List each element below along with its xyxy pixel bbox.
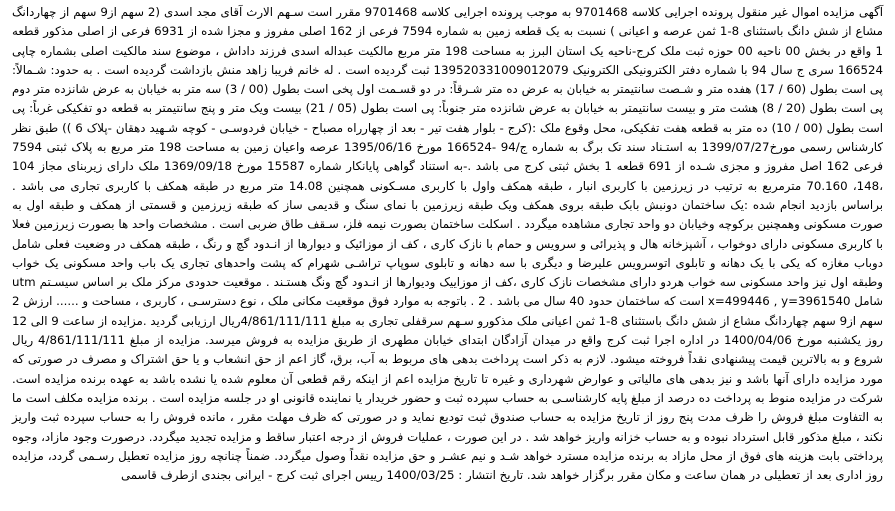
auction-notice-text: آگهی مزایده اموال غیر منقول پرونده اجرایی کلاسه 9701468 به موجب پرونده اجرایی کلاسه 9701468 مقرر است سـهم الارث آقای مجد اسدی (2 سهم از9 سهم از چهاردانگ مشاع از شش دانگ باستثنای 8-1 ثمن عرصه و اعیانی ) نسبت به یک قطعه زمین به شماره 7594 فرعی از 162 اصلی مفروز و مجزا شده از 6931 فرعی از اصلی مذکور قطعه 1 واقع در بخش 00 ناحیه 00 حوزه ثبت ملک کرج-ناحیه یک استان البرز به مساحت 198 متر مربع مالکیت عبداله اسدی فرزند داداش ، موضوع سند مالکیت اصلی بشماره چاپی 166524 سری ج سال 94 با شماره دفتر الکترونیکی الکترونیک 139520331009012079 ثبت گردیده است . له خانم فریبا زاهد منش بازداشت گردیده است . به حدود: شـمالاً: پی است بطول (60 / 17) هفده متر و شـصت سانتیمتر به خیابان به عرض ده متر شـرقاً: در دو قسـمت اول پخی است بطول (00 / 3) سه متر به خیابان به عرض شانزده متر دوم پی است بطول (20 / 8) هشت متر و بیست سانتیمتر به خیابان به عرض شانزده متر جنوباً: پی است بطول (05 / 21) بیست ویک متر و پنج سانتیمتر به قطعه دو تفکیکی غرباً: پی است بطول (00 / 10) ده متر به قطعه هفت تفکیکی، محل وقوع ملک :(کرج - بلوار هفت تیر - بعد از چهارراه مصباح - خیابان فردوسـی - کوچه شـهید دهقان -پلاک 6 )) طبق نظر کارشناس رسمی مورخ1399/07/27 به استـناد سند تک برگ به شماره ج/94 -166524 مورخ 1395/06/16 عرصه واعیان زمین به مساحت 198 متر مربع به پلاک ثبتی 7594 فرعی 162 اصل مفروز و مجزی شـده از 691 قطعه 1 بخش ثبتی کرج می باشد .-به استناد گواهی پایانکار شماره 15587 مورخ 1369/09/18 ملک دارای زیربنای مجاز 104 ،148، 70.160 مترمربع به ترتیب در زیرزمین با کاربری انبار ، طبقه همکف واول با کاربری مسـکونی همچنین 14.08 متر مربع در طبقه همکف با کاربری تجاری می باشد . براساس بازدید انجام شده :یک ساختمان دونبش بابک طبقه بروی همکف ویک طبقه زیرزمین با نمای سنگ و قدیمی ساز که طبقه زیرزمین و قسمتی از همکف و طبقه اول به صورت مسکونی وهمچنین برکوچه وخیابان دو واحد تجاری مشاهده میگردد . اسکلت ساختمان بصورت نیمه فلز، سـقف طاق ضربی است . مشخصات واحد ها بصورت زیرزمین فعلا با کاربری مسکونی دارای دوخواب ، آشپزخانه هال و پذیرائی و سرویس و حمام با نازک کاری ، کف از موزائیک و دیوارها از انـدود گچ و رنگ ، طبقه همکف در وضعیت فعلی شامل دوباب مغازه که یکی با یک دهانه و تابلوی اتوسرویس علیرضا و دیگری با سه دهانه و تابلوی سوپاپ تراشـی شهرام که پشت واحدهای تجاری یک باب واحد مسکونی یک خواب وطبقه اول نیز واحد مسکونی سه خواب هردو دارای مشخصات نازک کاری ،کف از موزاییک ودیوارها از انـدود گچ ونگ هستـند . موقعیت حدودی مرکز ملک بر اساس سیسـتم utm شامل x=499446 , y=3961540 است که ساختمان حدود 40 سال می باشد . 2 . باتوجه به موارد فوق موقعیت مکانی ملک ، نوع دسترسـی ، کاربری ، مساحت و ...... ارزش 2 سهم از9 سهم چهاردانگ مشاع از شش دانگ باستثنای 8-1 ثمن اعیانی ملک مذکورو سـهم سرقفلی تجاری به مبلغ 4/861/111/111ریال ارزیابی گردید .مزایده از ساعت 9 الی 12 روز یکشنبه مورخ 1400/04/06 در اداره اجرا ثبت کرج واقع در میدان آزادگان ابتدای خیابان مطهری از طریق مزایده به فروش میرسد. مزایده از مبلغ 4/861/111/111 ریال شروع و به بالاترین قیمت پیشنهادی نقداً فروخته میشود. لازم به ذکر است پرداخت بدهی های مربوط به آب، برق، گاز اعم از حق انشعاب و یا حق اشتراک و مصرف در صورتی که مورد مزایده دارای آنها باشد و نیز بدهی های مالیاتی و عوارض شهرداری و غیره تا تاریخ مزایده اعم از اینکه رقم قطعی آن معلوم شده یا نشده باشد به عهده برنده مزایده است. شرکت در مزایده منوط به پرداخت ده درصد از مبلغ پایه کارشناسـی به حساب سپرده ثبت و حضور خریدار یا نماینده قانونی او در جلسه مزایده است . برنده مزایده مکلف است ما به التفاوت مبلغ فروش را ظرف مدت پنج روز از تاریخ مزایده به حساب صندوق ثبت توديع نمايد و در صورتی که ظرف مهلت مقرر ، مانده فروش را به حساب سپرده ثبت واریز نکند ، مبلغ مذکور قابل استرداد نبوده و به حساب خزانه واریز خواهد شد . در این صورت ، عملیات فروش از درجه اعتبار ساقط و مزایده تجدید میگردد. درصورت وجود مازاد، وجوه پرداختی بابت هزینه های فوق از محل مازاد به برنده مزایده مسترد خواهد شـد و نیم عشـر و حق مزایده نقداً وصول میگردد. ضمناً چنانچه روز مزایده تعطیل رسـمی گردد، مزایده روز اداری بعد از تعطیلی در همان ساعت و مکان مقرر برگزار خواهد شد. تاریخ انتشار : 1400/03/25 رییس اجرای ثبت کرج - ایرانی بجندی ازطرف قاسمی: [12, 5, 884, 483]
